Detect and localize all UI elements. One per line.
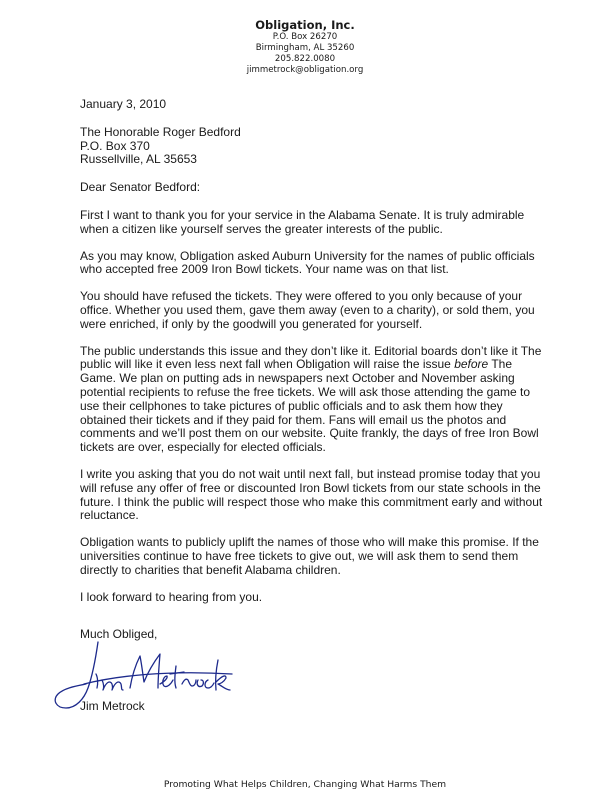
paragraph-4-emphasis: before	[454, 357, 489, 372]
recipient-city: Russellville, AL 35653	[80, 152, 197, 167]
paragraph-6: Obligation wants to publicly uplift the names of those who will make this promise. If the universities continue to have free tickets to give out, we will ask them to send them directly to charities that benefit Alabama children.	[80, 535, 539, 577]
paragraph-7: I look forward to hearing from you.	[80, 589, 263, 604]
closing: Much Obliged,	[80, 627, 158, 641]
recipient-name: The Honorable Roger Bedford	[80, 124, 241, 139]
paragraph-2: As you may know, Obligation asked Auburn University for the names of public officials who accepted free 2009 Iron Bowl tickets. Your name was on that list.	[80, 248, 535, 277]
paragraph-1: First I want to thank you for your service in the Alabama Senate. It is truly admirable when a citizen like yourself serves the greater interests of the public.	[80, 207, 525, 236]
paragraph-4-start: The public understands this issue and they don’t like it. Editorial boards don’t like it The public will like it even less next fall when Obligation will raise the issue	[80, 343, 542, 372]
recipient-po-box: P.O. Box 370	[80, 138, 150, 153]
signer-name: Jim Metrock	[80, 699, 145, 713]
org-email: jimmetrock@obligation.org	[246, 65, 364, 75]
letterhead	[0, 18, 610, 76]
footer-tagline: Promoting What Helps Children, Changing What Harms Them	[163, 779, 447, 790]
handwritten-signature	[46, 636, 246, 716]
salutation: Dear Senator Bedford:	[80, 180, 201, 195]
org-phone: 205.822.0080	[274, 54, 336, 64]
recipient-address	[80, 126, 550, 167]
paragraph-4-end: The Game. We plan on putting ads in newspapers next October and November asking potential recipients to refuse the free tickets. We will ask those attending the game to use their cellphones to take pictures of public officials and to ask them how they obtained their tickets and if they paid for them. Fans will email us the photos and comments and we’ll post them on our website. Quite frankly, the days of free Iron Bowl tickets are over, especially for elected officials.	[80, 357, 539, 455]
org-name: Obligation, Inc.	[255, 18, 355, 32]
paragraph-3: You should have refused the tickets. They were offered to you only because of your office. Whether you used them, gave them away (even to a charity), or sold them, you were enriched, if only by the goodwill you generated for yourself.	[80, 289, 535, 331]
letter-body	[80, 98, 550, 617]
letter-date: January 3, 2010	[80, 97, 167, 111]
paragraph-4	[80, 345, 550, 455]
org-city: Birmingham, AL 35260	[255, 43, 355, 53]
paragraph-5: I write you asking that you do not wait until next fall, but instead promise today that you will refuse any offer of free or discounted Iron Bowl tickets from our state schools in the future. I think the public will respect those who make this commitment early and without reluctance.	[80, 466, 543, 523]
org-po-box: P.O. Box 26270	[272, 32, 338, 42]
